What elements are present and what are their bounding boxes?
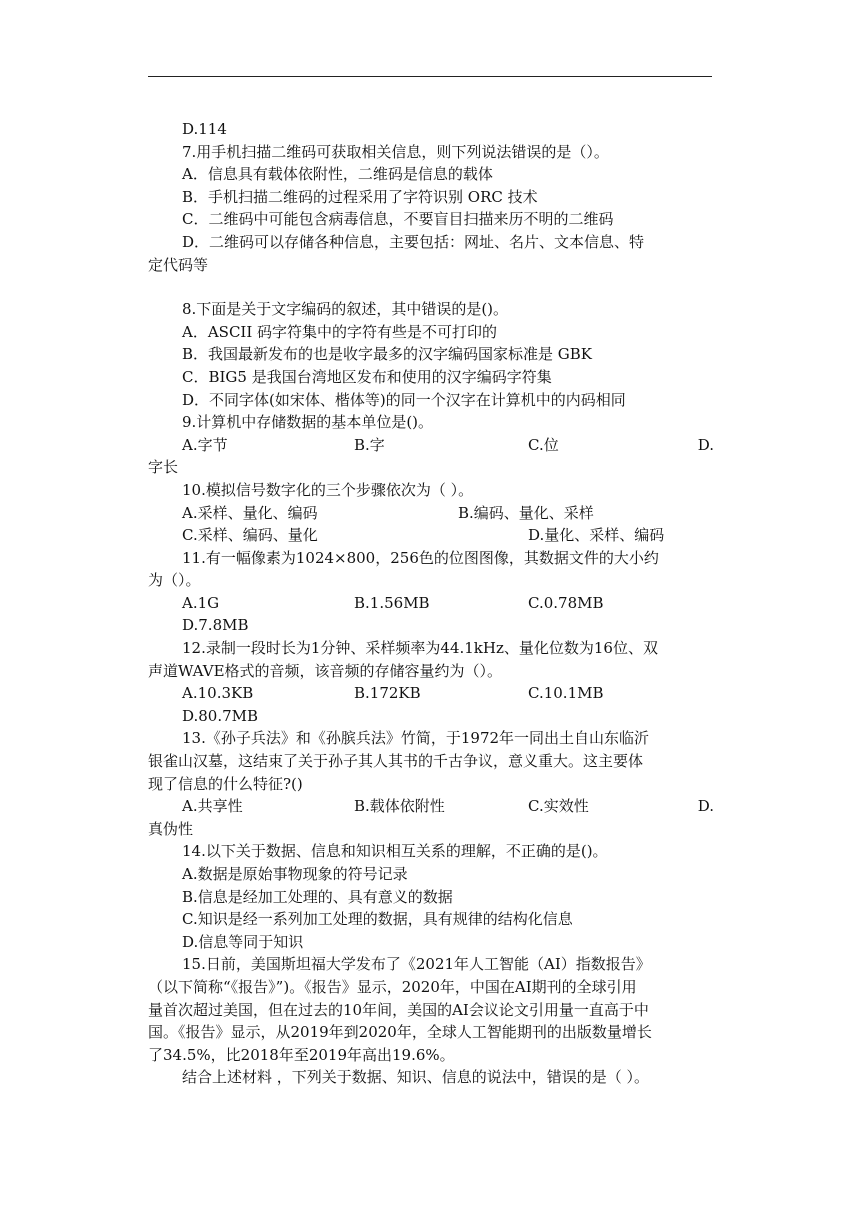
q7-option-b: B．手机扫描二维码的过程采用了字符识别 ORC 技术 [182, 187, 538, 206]
q13-stem: 13.《孙子兵法》和《孙膑兵法》竹简，于1972年一同出土自山东临沂 [182, 729, 650, 748]
q11-stem: 11.有一幅像素为1024×800，256色的位图图像，其数据文件的大小约 [182, 548, 659, 567]
q9-option-b: B.字 [354, 435, 385, 454]
q14-option-c: C.知识是经一系列加工处理的数据，具有规律的结构化信息 [182, 910, 573, 929]
q13-stem-cont1: 银雀山汉墓，这结束了关于孙子其人其书的千古争议，意义重大。这主要体 [148, 752, 644, 771]
q14-option-b: B.信息是经加工处理的、具有意义的数据 [182, 887, 453, 906]
q8-option-d: D．不同字体(如宋体、楷体等)的同一个汉字在计算机中的内码相同 [182, 390, 626, 409]
q11-options [148, 592, 714, 615]
q9-option-c: C.位 [528, 435, 559, 454]
q9-option-a: A.字节 [182, 435, 228, 454]
q9-option-d-label: D. [697, 435, 714, 454]
q14-stem: 14.以下关于数据、信息和知识相互关系的理解，不正确的是()。 [182, 842, 608, 861]
q12-option-b: B.172KB [354, 684, 421, 703]
q11-option-c: C.0.78MB [528, 593, 604, 612]
q8-option-b: B．我国最新发布的也是收字最多的汉字编码国家标准是 GBK [182, 345, 593, 364]
q10-option-b: B.编码、量化、采样 [458, 503, 594, 522]
q9-options [148, 434, 714, 457]
q12-stem-cont: 声道WAVE格式的音频，该音频的存储容量约为（）。 [148, 661, 503, 680]
q15-passage-line1: 15.日前，美国斯坦福大学发布了《2021年人工智能（AI）指数报告》 [182, 955, 651, 974]
q14-option-a: A.数据是原始事物现象的符号记录 [182, 865, 408, 883]
q11-option-d: D.7.8MB [182, 616, 249, 635]
q13-options [148, 795, 714, 818]
q11-option-a: A.1G [182, 593, 220, 612]
q8-stem: 8.下面是关于文字编码的叙述，其中错误的是()。 [182, 300, 509, 319]
q10-stem: 10.模拟信号数字化的三个步骤依次为（ ）。 [182, 480, 474, 499]
q10-option-c: C.采样、编码、量化 [182, 526, 318, 545]
q13-option-a: A.共享性 [182, 797, 243, 816]
q10-option-d: D.量化、采样、编码 [528, 526, 665, 545]
q10-options-row2 [148, 524, 714, 547]
q13-option-d-text: 真伪性 [148, 819, 194, 838]
q8-option-a: A．ASCII 码字符集中的字符有些是不可打印的 [182, 322, 498, 341]
q7-option-d-cont: 定代码等 [148, 255, 209, 274]
q15-passage-line2: （以下简称“《报告》”)。《报告》显示，2020年，中国在AI期刊的全球引用 [148, 977, 637, 996]
q8-option-c: C．BIG5 是我国台湾地区发布和使用的汉字编码字符集 [182, 367, 552, 386]
q15-passage-line3: 量首次超过美国，但在过去的10年间，美国的AI会议论文引用量一直高于中 [148, 1000, 649, 1019]
spacer [148, 276, 714, 298]
q13-stem-cont2: 现了信息的什么特征?() [148, 774, 303, 793]
q7-option-c: C．二维码中可能包含病毒信息，不要盲目扫描来历不明的二维码 [182, 210, 614, 229]
q12-option-c: C.10.1MB [528, 684, 604, 703]
q12-option-d: D.80.7MB [182, 706, 259, 725]
q10-options-row1 [148, 502, 714, 525]
q6-option-d: D.114 [182, 120, 227, 138]
q12-options [148, 682, 714, 705]
q14-option-d: D.信息等同于知识 [182, 932, 304, 951]
q13-option-d-label: D. [697, 797, 714, 816]
q11-stem-cont: 为（）。 [148, 571, 201, 590]
q7-option-a: A．信息具有载体依附性，二维码是信息的载体 [182, 165, 493, 184]
q12-option-a: A.10.3KB [182, 684, 254, 703]
q10-option-a: A.采样、量化、编码 [182, 503, 318, 522]
q15-passage-line4: 国。《报告》显示，从2019年到2020年，全球人工智能期刊的出版数量增长 [148, 1023, 652, 1042]
q13-option-b: B.载体依附性 [354, 797, 445, 816]
q12-stem: 12.录制一段时长为1分钟、采样频率为44.1kHz、量化位数为16位、双 [182, 639, 658, 658]
q7-option-d: D．二维码可以存储各种信息，主要包括：网址、名片、文本信息、特 [182, 232, 645, 251]
q9-stem: 9.计算机中存储数据的基本单位是()。 [182, 413, 434, 432]
q11-option-b: B.1.56MB [354, 593, 430, 612]
header-rule [148, 76, 712, 77]
q13-option-c: C.实效性 [528, 797, 589, 816]
question-list [148, 118, 714, 1089]
q15-question: 结合上述材料 ，下列关于数据、知识、信息的说法中，错误的是（ ）。 [182, 1068, 650, 1087]
q9-option-d-text: 字长 [148, 458, 179, 477]
q15-passage-line5: 了34.5%，比2018年至2019年高出19.6%。 [148, 1045, 455, 1064]
q7-stem: 7.用手机扫描二维码可获取相关信息，则下列说法错误的是（）。 [182, 142, 609, 161]
